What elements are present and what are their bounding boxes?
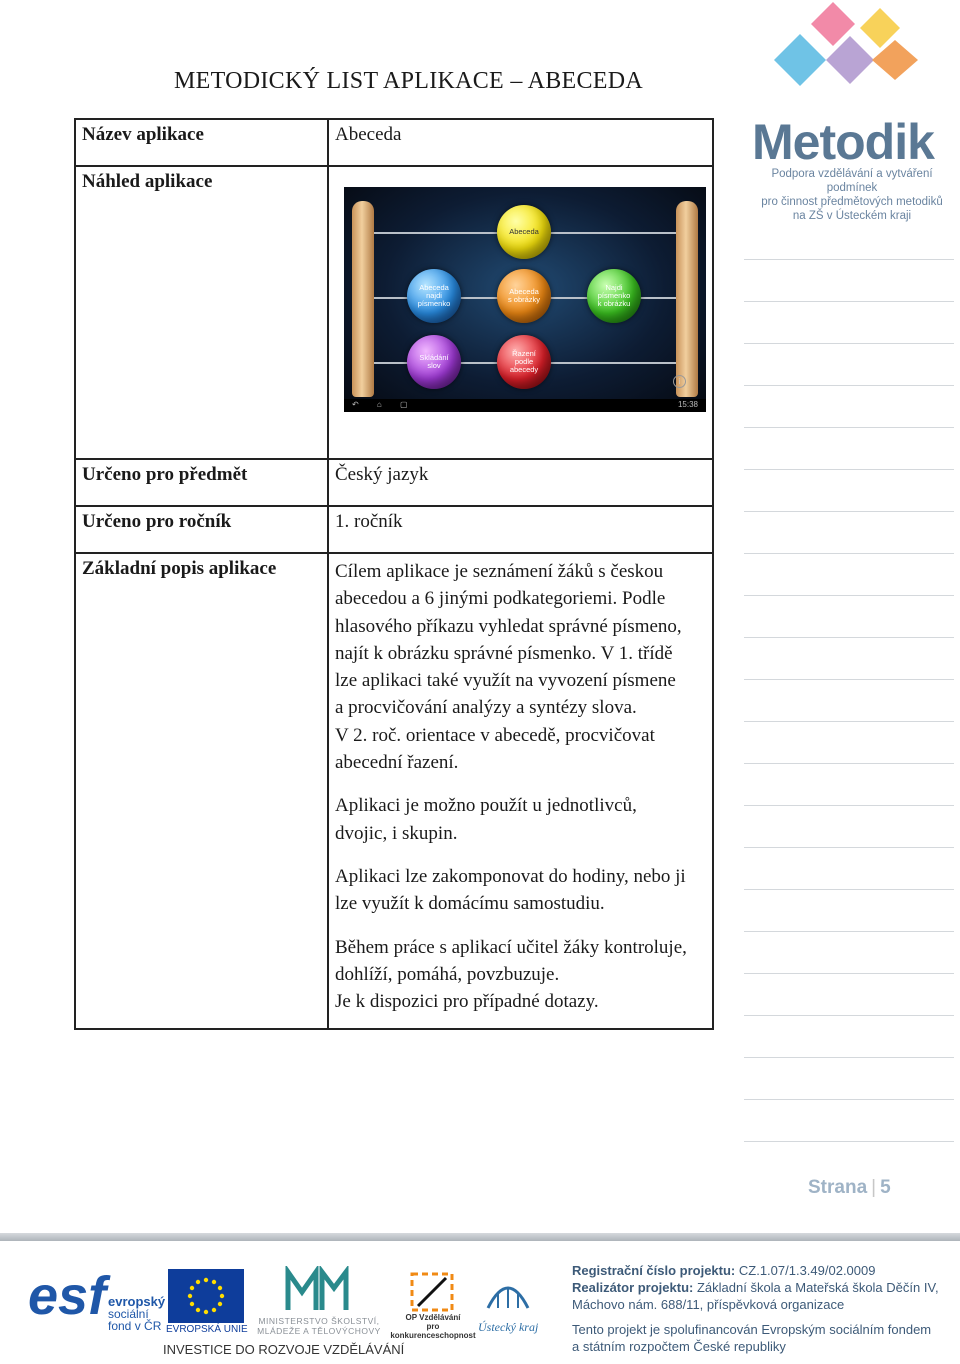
- row-label: Základní popis aplikace: [75, 553, 328, 1029]
- app-name-value: Abeceda: [328, 119, 713, 166]
- row-label: Určeno pro předmět: [75, 459, 328, 506]
- description-paragraph: Aplikaci lze zakomponovat do hodiny, nebo ji lze využít k domácímu samostudiu.: [335, 865, 686, 915]
- bead-skladani-slov: Skládání slov: [407, 335, 461, 389]
- msmt-caption: MINISTERSTVO ŠKOLSTVÍ, MLÁDEŽE A TĚLOVÝCHOVY: [257, 1316, 381, 1336]
- subject-value: Český jazyk: [328, 459, 713, 506]
- android-status-bar: [344, 399, 706, 412]
- table-row: [75, 166, 713, 459]
- preview-cell: [328, 166, 713, 459]
- page-title: METODICKÝ LIST APLIKACE – ABECEDA: [174, 68, 644, 94]
- abacus-left-pole: [352, 201, 374, 397]
- row-label: Náhled aplikace: [75, 166, 328, 459]
- bead-abeceda-najdi-pismenko: Abeceda najdi písmenko: [407, 269, 461, 323]
- op-vzdelavani-logo-icon: [406, 1268, 458, 1316]
- esf-logo: esf evropský sociální fond v ČR: [28, 1266, 166, 1333]
- description-paragraph: Aplikaci je možno použít u jednotlivců, dvojic, i skupin.: [335, 795, 637, 844]
- description-paragraph: Cílem aplikace je seznámení žáků s českou abecedou a 6 jinými podkategoriemi. Podle hlasového příkazu vyhledat správné písmeno, najít k obrázku správné písmenko. V 1. třídě lze aplikaci také využít na vyvození písmene a procvičování analýzy a syntézy slova. V 2. roč. orientace v abecedě, procvičovat abecední řazení.: [335, 561, 682, 774]
- bead-razeni-podle-abecedy: Řazení podle abecedy: [497, 335, 551, 389]
- investice-slogan: INVESTICE DO ROZVOJE VZDĚLÁVÁNÍ: [163, 1342, 405, 1357]
- application-info-table: [74, 118, 714, 1030]
- bead-abeceda-s-obrazky: Abeceda s obrázky: [497, 269, 551, 323]
- grade-value: 1. ročník: [328, 506, 713, 553]
- row-label: Název aplikace: [75, 119, 328, 166]
- eu-flag-icon: [168, 1269, 244, 1323]
- nav-buttons-icon: ↶ ⌂ ▢: [352, 400, 416, 409]
- table-row: [75, 459, 713, 506]
- bead-najdi-pismenko-k-obrazku: Najdi písmenko k obrázku: [587, 269, 641, 323]
- op-caption: OP Vzdělávání pro konkurenceschopnost: [390, 1313, 476, 1340]
- app-preview-screenshot: [344, 187, 706, 412]
- table-row: [75, 553, 713, 1029]
- table-row: [75, 119, 713, 166]
- eu-caption: EVROPSKÁ UNIE: [166, 1324, 248, 1335]
- metodik-diamonds-logo: [770, 0, 930, 112]
- abacus-right-pole: [676, 201, 698, 397]
- info-icon: i: [673, 375, 686, 388]
- status-clock: 15:38: [677, 400, 698, 409]
- description-cell: [328, 553, 713, 1029]
- bead-abeceda: Abeceda: [497, 205, 551, 259]
- row-label: Určeno pro ročník: [75, 506, 328, 553]
- metodik-logo-tagline: Podpora vzdělávání a vytváření podmínek pro činnost předmětových metodiků na ZŠ v Ústeckém kraji: [761, 168, 943, 222]
- ustecky-kraj-logo-icon: [480, 1268, 536, 1314]
- metodik-logo-word: Metodik: [752, 114, 934, 170]
- msmt-logo-icon: [284, 1266, 354, 1316]
- page-number: Strana | 5: [808, 1177, 891, 1198]
- description-paragraph: Během práce s aplikací učitel žáky kontroluje, dohlíží, pomáhá, povzbuzuje. Je k dispozici pro případné dotazy.: [335, 936, 687, 1013]
- table-row: [75, 506, 713, 553]
- ustecky-kraj-caption: Ústecký kraj: [478, 1320, 539, 1334]
- project-info: Registrační číslo projektu: CZ.1.07/1.3.49/02.0009 Realizátor projektu: Základní škola a Mateřská škola Děčín IV, Máchovo nám. 688/11, příspěvková organizace Tento projekt je spolufinancován Evropským sociálním fondem a státním rozpočtem České republiky: [572, 1263, 939, 1354]
- footer-divider: [0, 1233, 960, 1241]
